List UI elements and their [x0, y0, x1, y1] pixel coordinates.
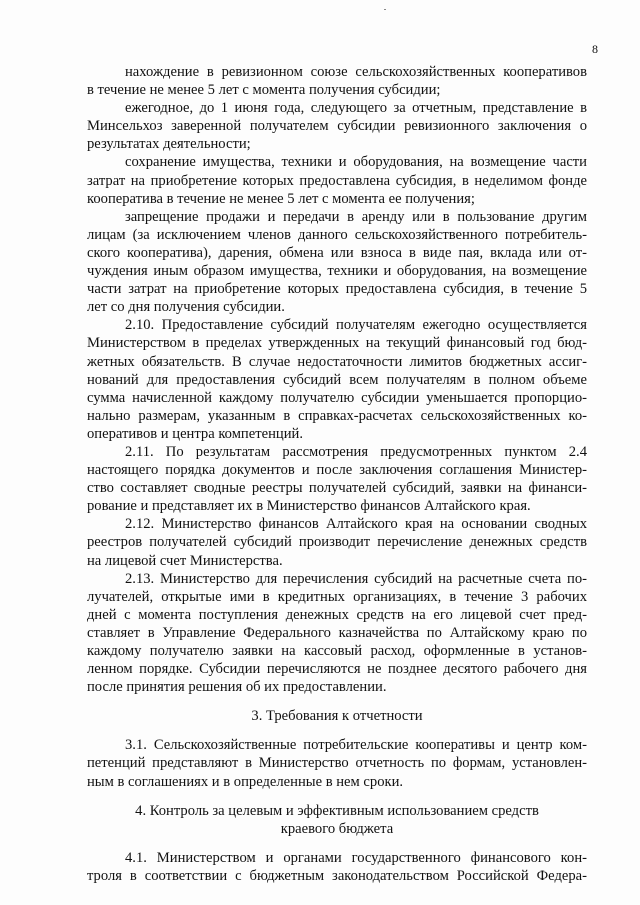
text-line: кооператива в течение не менее 5 лет с момента ее получения;: [87, 190, 475, 207]
text-line: после принятия решения об их предоставлении.: [87, 679, 387, 696]
paragraph-3-1: 3.1. Сельскохозяйственные потребительские кооперативы и центр ком-: [125, 737, 587, 754]
text-line: нахождение в ревизионном союзе сельскохозяйственных кооперативов: [125, 64, 587, 80]
document-body: [87, 63, 587, 885]
text-line: ского кооператива), дарения, обмена или взноса в виде пая, вклада или от-: [87, 244, 587, 261]
text-line: на лицевой счет Министерства.: [87, 552, 283, 569]
text-line: Министерством в пределах утвержденных на текущий финансовый год бюд-: [87, 335, 587, 352]
paragraph-2-10: 2.10. Предоставление субсидий получателям ежегодно осуществляется: [125, 317, 587, 334]
section-4-heading-cont: краевого бюджета: [280, 820, 394, 837]
text-line: ленном порядке. Субсидии перечисляются не позднее десятого рабочего дня: [87, 661, 587, 678]
text-line: лицам (за исключением членов данного сельскохозяйственного потребитель-: [87, 226, 587, 243]
text-line: лет со дня получения субсидии.: [87, 299, 285, 316]
text-line: части затрат на приобретение которых предоставлена субсидия, в течение 5: [87, 281, 587, 298]
text-line: Минсельхоз заверенной получателем субсидии ревизионного заключения о: [87, 118, 587, 135]
text-line: сумма начисленной каждому получателю субсидии уменьшается пропорцио-: [87, 389, 587, 406]
text-line: результатах деятельности;: [87, 136, 251, 153]
text-line: рование и представляет их в Министерство финансов Алтайского края.: [87, 498, 531, 515]
paragraph-4-1: 4.1. Министерством и органами государственного финансового кон-: [125, 849, 587, 866]
text-line: чуждения иным образом имущества, техники и оборудования, на возмещение: [87, 263, 587, 280]
text-line: дней с момента поступления денежных средств на его лицевой счет пред-: [87, 606, 587, 623]
text-line: троля в соответствии с бюджетным законодательством Российской Федера-: [87, 867, 587, 884]
text-line: петенций представляют в Министерство отчетность по формам, установлен-: [87, 755, 587, 772]
text-line: ным в соглашениях и в определенные в нем сроки.: [87, 773, 404, 790]
text-line: каждому получателю заявки на кассовый расход, оформленные в установ-: [87, 643, 587, 659]
text-line: ство составляет сводные реестры получателей субсидий, заявки на финанси-: [87, 480, 587, 497]
text-line: нований для предоставления субсидий всем получателям в полном объеме: [87, 371, 587, 388]
text-line: затрат на приобретение которых предоставлена субсидия, в неделимом фонде: [87, 172, 587, 189]
text-line: ставляет в Управление Федерального казначейства по Алтайскому краю по: [87, 624, 587, 641]
page-number: 8: [592, 42, 598, 56]
text-line: лучателей, открытые ими в кредитных организациях, в течение 3 рабочих: [87, 588, 587, 605]
paragraph-2-12: 2.12. Министерство финансов Алтайского края на основании сводных: [125, 516, 587, 533]
text-line: настоящего порядка документов и после заключения соглашения Министер-: [87, 462, 587, 479]
text-line: реестров получателей субсидий производит перечисление денежных средств: [87, 534, 587, 551]
scan-mark: [384, 9, 386, 10]
section-4-heading: 4. Контроль за целевым и эффективным использованием средств: [135, 802, 539, 819]
paragraph-2-11: 2.11. По результатам рассмотрения предусмотренных пунктом 2.4: [125, 443, 587, 460]
paragraph-2-13: 2.13. Министерство для перечисления субсидий на расчетные счета по-: [125, 570, 587, 587]
section-3-heading: 3. Требования к отчетности: [251, 708, 423, 725]
text-line: нально размерам, указанным в справках-расчетах сельскохозяйственных ко-: [87, 407, 587, 424]
text-line: сохранение имущества, техники и оборудования, на возмещение части: [125, 154, 587, 171]
text-line: в течение не менее 5 лет с момента получения субсидии;: [87, 82, 441, 99]
text-line: жетных обязательств. В случае недостаточности лимитов бюджетных ассиг-: [87, 353, 587, 370]
text-line: оперативов и центра компетенций.: [87, 425, 303, 442]
text-line: запрещение продажи и передачи в аренду или в пользование другим: [125, 208, 587, 225]
text-line: ежегодное, до 1 июня года, следующего за отчетным, представление в: [125, 100, 587, 117]
